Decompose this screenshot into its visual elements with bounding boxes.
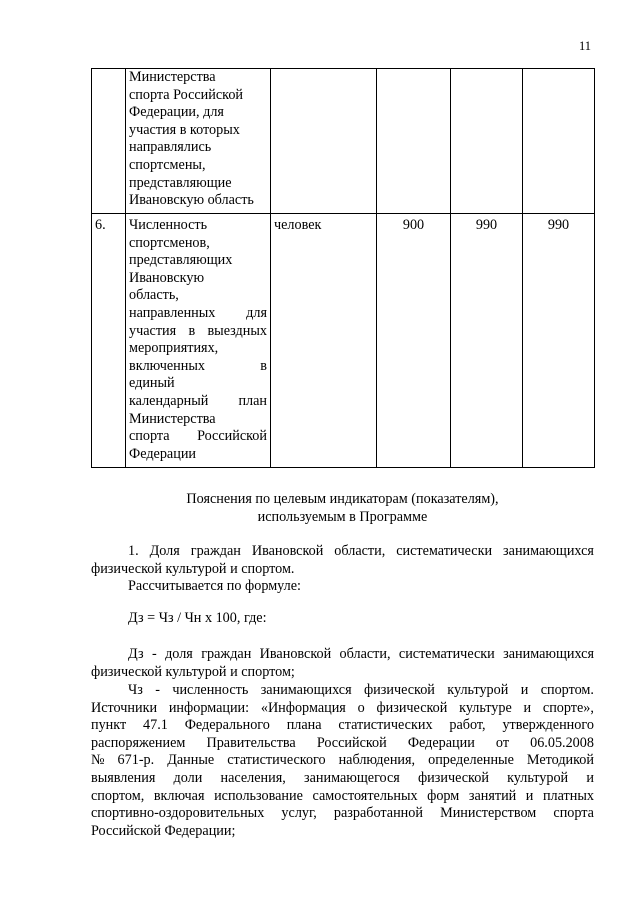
word: и xyxy=(523,699,532,716)
word: Дз xyxy=(128,646,144,662)
paragraph-formula xyxy=(91,610,594,628)
cell-value-2: 990 xyxy=(451,214,523,468)
text-line: единый xyxy=(129,375,175,392)
text-line: направлялись xyxy=(129,139,212,156)
paragraph-share-definition xyxy=(91,543,594,596)
word: в xyxy=(260,357,267,374)
text-line xyxy=(129,358,267,376)
word: утвержденного xyxy=(502,717,594,734)
word: доли xyxy=(173,769,203,786)
text-line: спорта Российской xyxy=(129,86,244,103)
word: спорта xyxy=(553,805,594,822)
word: самостоятельных xyxy=(312,787,418,804)
text-line: представляющих xyxy=(129,252,233,269)
word: № xyxy=(91,752,105,769)
word: распоряжением xyxy=(91,734,186,751)
text-line: мероприятиях, xyxy=(129,340,219,357)
word: от xyxy=(495,734,510,751)
word: Источники xyxy=(91,699,158,716)
text-line: Дз = Чз / Чн х 100, где: xyxy=(128,610,267,626)
text-line: Рассчитывается по формуле: xyxy=(128,578,301,595)
text-line: Федерации, для xyxy=(129,104,224,121)
cell-no: 6. xyxy=(92,214,126,468)
text-line xyxy=(91,646,594,664)
text-line xyxy=(129,428,267,446)
word: в xyxy=(188,322,196,339)
word: занимающихся xyxy=(503,646,594,662)
word: занимающегося xyxy=(303,769,400,786)
cell-unit: человек xyxy=(271,214,377,468)
word: Данные xyxy=(167,752,215,769)
word: информации: xyxy=(168,699,250,716)
text-line: Ивановскую xyxy=(129,269,205,286)
word: спортивно-оздоровительных xyxy=(91,805,265,822)
cell-unit xyxy=(271,69,377,214)
word: - xyxy=(155,682,160,698)
word: наблюдения, xyxy=(338,752,416,769)
word: направленных xyxy=(129,304,216,321)
text-line: Численность xyxy=(129,217,208,233)
word: «Информация xyxy=(260,699,346,716)
paragraph-dz-definition xyxy=(91,646,594,681)
text-line xyxy=(129,305,267,323)
word: 1. xyxy=(128,543,139,559)
word: культурой xyxy=(447,682,509,698)
cell-value xyxy=(377,69,451,214)
word: - xyxy=(152,646,157,662)
word: план xyxy=(238,392,267,409)
explanations-title xyxy=(91,491,594,526)
explanations-title-line: Пояснения по целевым индикаторам (показателям), xyxy=(186,491,499,507)
word: культуре xyxy=(459,699,512,716)
word: физической xyxy=(363,682,435,698)
word: Ивановской xyxy=(251,543,324,559)
word: спортом. xyxy=(540,682,594,698)
word: и xyxy=(586,769,594,786)
text-line xyxy=(91,805,594,823)
text-line: Министерства xyxy=(129,69,216,85)
text-line: Федерации xyxy=(129,445,197,462)
text-line: Министерства xyxy=(129,410,216,427)
word: систематически xyxy=(398,646,495,662)
text-line xyxy=(91,788,594,806)
word: и xyxy=(525,787,534,804)
word: календарный xyxy=(129,392,209,409)
word: выездных xyxy=(207,322,267,339)
cell-value-1: 900 xyxy=(377,214,451,468)
word: спорта xyxy=(129,428,170,445)
word: физической xyxy=(417,769,489,786)
word: области, xyxy=(334,543,386,559)
word: услуг, xyxy=(281,805,317,822)
word: и xyxy=(520,682,529,698)
word: области, xyxy=(339,646,391,662)
word: определенные xyxy=(428,752,514,769)
word: Доля xyxy=(149,543,180,559)
explanations-title-line: используемым в Программе xyxy=(257,508,428,525)
word: для xyxy=(246,304,267,321)
cell-value xyxy=(451,69,523,214)
word: Федерации xyxy=(407,734,475,751)
word: граждан xyxy=(190,543,241,559)
text-line: участия в которых xyxy=(129,121,240,138)
word: доля xyxy=(165,646,193,662)
paragraph-chz-definition xyxy=(91,682,594,840)
word: занятий xyxy=(468,787,517,804)
word: систематически xyxy=(396,543,493,559)
word: работ, xyxy=(449,717,486,734)
word: Методикой xyxy=(526,752,594,769)
word: граждан xyxy=(201,646,252,662)
text-line: область, xyxy=(129,287,179,304)
text-line xyxy=(129,393,267,411)
word: 47.1 xyxy=(143,717,168,734)
text-line: физической культурой и спортом; xyxy=(91,663,295,680)
cell-value xyxy=(523,69,595,214)
word: Министерством xyxy=(440,805,537,822)
text-line xyxy=(91,543,594,561)
word: плана xyxy=(286,717,322,734)
word: использование xyxy=(214,787,303,804)
word: численность xyxy=(172,682,249,698)
text-line xyxy=(91,682,594,700)
word: пункт xyxy=(91,717,127,734)
word: включая xyxy=(153,787,205,804)
text-line xyxy=(91,752,594,770)
text-line xyxy=(91,717,594,735)
word: 06.05.2008 xyxy=(530,734,594,751)
word: Чз xyxy=(128,682,143,698)
table-row-continued xyxy=(92,69,595,214)
cell-indicator-name xyxy=(126,69,271,214)
word: Российской xyxy=(197,428,267,445)
word: населения, xyxy=(220,769,286,786)
text-line: спортсмены, xyxy=(129,156,206,173)
text-line: Российской Федерации; xyxy=(91,822,236,839)
word: занимающихся xyxy=(503,543,594,559)
word: Правительства xyxy=(206,734,296,751)
word: разработанной xyxy=(333,805,423,822)
word: культурой xyxy=(507,769,569,786)
word: Федерального xyxy=(184,717,270,734)
cell-value-3: 990 xyxy=(523,214,595,468)
word: спорте», xyxy=(542,699,594,716)
text-line: представляющие xyxy=(129,174,232,191)
word: участия xyxy=(129,322,177,339)
word: Российской xyxy=(316,734,387,751)
page-number: 11 xyxy=(579,39,592,53)
indicators-table xyxy=(91,68,595,468)
text-line xyxy=(91,700,594,718)
word: Ивановской xyxy=(259,646,332,662)
text-line: физической культурой и спортом. xyxy=(91,560,295,577)
word: платных xyxy=(542,787,594,804)
word: 671-р. xyxy=(117,752,155,769)
word: форм xyxy=(427,787,460,804)
word: спортом, xyxy=(91,787,145,804)
word: физической xyxy=(376,699,448,716)
text-line xyxy=(129,323,267,341)
word: включенных xyxy=(129,357,205,374)
cell-no xyxy=(92,69,126,214)
word: статистических xyxy=(338,717,433,734)
word: занимающихся xyxy=(260,682,352,698)
text-line: Ивановскую область xyxy=(129,192,254,209)
word: статистического xyxy=(227,752,326,769)
word: о xyxy=(357,699,365,716)
word: выявления xyxy=(91,769,156,786)
text-line: спортсменов, xyxy=(129,234,210,251)
table-row-6 xyxy=(92,214,595,468)
text-line xyxy=(91,770,594,788)
cell-indicator-name xyxy=(126,214,271,468)
text-line xyxy=(91,735,594,753)
